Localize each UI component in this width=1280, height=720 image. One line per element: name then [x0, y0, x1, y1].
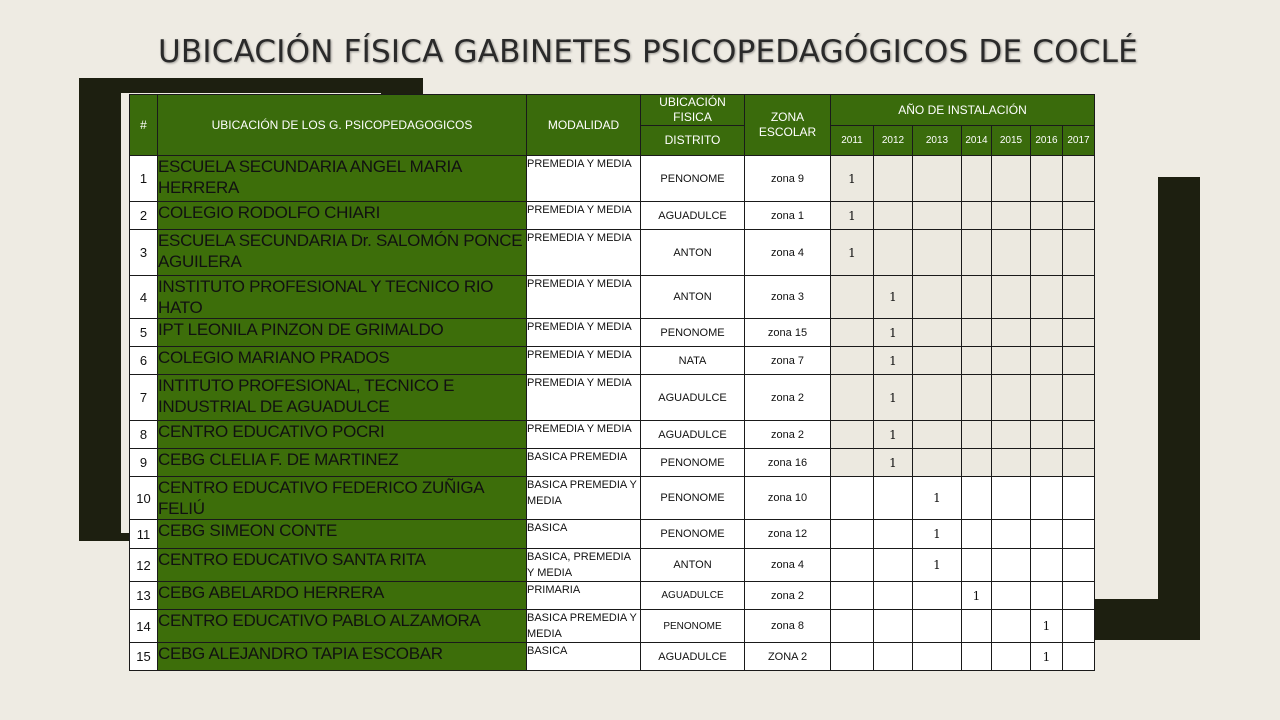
- row-number: 13: [130, 582, 158, 610]
- year-mark-cell: [992, 156, 1031, 202]
- zona-cell: zona 2: [745, 375, 831, 421]
- distrito-cell: AGUADULCE: [641, 582, 745, 610]
- row-number: 7: [130, 375, 158, 421]
- table-row: [130, 549, 1095, 582]
- year-mark-cell: [831, 375, 874, 421]
- zona-cell: zona 4: [745, 230, 831, 276]
- year-mark-cell: [992, 375, 1031, 421]
- zona-cell: zona 9: [745, 156, 831, 202]
- school-name: CENTRO EDUCATIVO POCRI: [158, 421, 527, 449]
- year-mark-cell: 1: [874, 421, 913, 449]
- year-mark-cell: [913, 375, 962, 421]
- zona-cell: zona 2: [745, 582, 831, 610]
- zona-cell: zona 8: [745, 610, 831, 643]
- year-mark-cell: [831, 449, 874, 477]
- header-distrito: DISTRITO: [641, 126, 745, 156]
- school-name: CEBG SIMEON CONTE: [158, 520, 527, 549]
- year-mark-cell: [1063, 347, 1095, 375]
- row-number: 5: [130, 319, 158, 347]
- year-mark-cell: [913, 421, 962, 449]
- year-mark-cell: [831, 347, 874, 375]
- year-mark-cell: 1: [831, 156, 874, 202]
- row-number: 4: [130, 276, 158, 319]
- year-mark-cell: [962, 549, 992, 582]
- year-mark-cell: [1063, 230, 1095, 276]
- year-mark-cell: [1063, 610, 1095, 643]
- year-mark-cell: [831, 319, 874, 347]
- row-number: 15: [130, 643, 158, 671]
- school-name: INTITUTO PROFESIONAL, TECNICO E INDUSTRIAL DE AGUADULCE: [158, 375, 527, 421]
- table-row: [130, 520, 1095, 549]
- table-row: [130, 449, 1095, 477]
- year-mark-cell: [992, 549, 1031, 582]
- distrito-cell: ANTON: [641, 230, 745, 276]
- school-name: IPT LEONILA PINZON DE GRIMALDO: [158, 319, 527, 347]
- distrito-cell: AGUADULCE: [641, 421, 745, 449]
- year-mark-cell: [913, 230, 962, 276]
- year-mark-cell: [831, 549, 874, 582]
- year-mark-cell: [962, 477, 992, 520]
- table-body: [130, 156, 1095, 671]
- year-mark-cell: [1063, 276, 1095, 319]
- year-mark-cell: 1: [874, 347, 913, 375]
- year-mark-cell: [874, 520, 913, 549]
- year-mark-cell: [1063, 319, 1095, 347]
- header-year: 2016: [1031, 126, 1063, 156]
- modalidad-cell: PREMEDIA Y MEDIA: [527, 375, 641, 421]
- modalidad-cell: PREMEDIA Y MEDIA: [527, 319, 641, 347]
- year-mark-cell: 1: [874, 276, 913, 319]
- row-number: 3: [130, 230, 158, 276]
- gabinetes-table: [129, 94, 1095, 671]
- school-name: INSTITUTO PROFESIONAL Y TECNICO RIO HATO: [158, 276, 527, 319]
- zona-cell: zona 3: [745, 276, 831, 319]
- year-mark-cell: 1: [913, 477, 962, 520]
- table-row: [130, 643, 1095, 671]
- modalidad-cell: PREMEDIA Y MEDIA: [527, 421, 641, 449]
- year-mark-cell: [992, 643, 1031, 671]
- year-mark-cell: [831, 421, 874, 449]
- year-mark-cell: [1063, 421, 1095, 449]
- year-mark-cell: 1: [913, 520, 962, 549]
- year-mark-cell: [992, 520, 1031, 549]
- year-mark-cell: [874, 582, 913, 610]
- year-mark-cell: [1031, 156, 1063, 202]
- year-mark-cell: [962, 610, 992, 643]
- year-mark-cell: [1031, 449, 1063, 477]
- year-mark-cell: 1: [874, 375, 913, 421]
- year-mark-cell: [913, 202, 962, 230]
- year-mark-cell: [831, 582, 874, 610]
- table-row: [130, 610, 1095, 643]
- year-mark-cell: [831, 520, 874, 549]
- distrito-cell: PENONOME: [641, 520, 745, 549]
- year-mark-cell: [874, 549, 913, 582]
- modalidad-cell: PRIMARIA: [527, 582, 641, 610]
- school-name: COLEGIO MARIANO PRADOS: [158, 347, 527, 375]
- year-mark-cell: [1031, 421, 1063, 449]
- year-mark-cell: [831, 610, 874, 643]
- year-mark-cell: [992, 202, 1031, 230]
- year-mark-cell: [962, 202, 992, 230]
- school-name: CENTRO EDUCATIVO SANTA RITA: [158, 549, 527, 582]
- zona-cell: zona 15: [745, 319, 831, 347]
- year-mark-cell: [992, 582, 1031, 610]
- header-year: 2017: [1063, 126, 1095, 156]
- row-number: 10: [130, 477, 158, 520]
- year-mark-cell: [1063, 582, 1095, 610]
- distrito-cell: AGUADULCE: [641, 375, 745, 421]
- year-mark-cell: [874, 156, 913, 202]
- year-mark-cell: [962, 375, 992, 421]
- modalidad-cell: PREMEDIA Y MEDIA: [527, 276, 641, 319]
- year-mark-cell: [1063, 156, 1095, 202]
- year-mark-cell: [874, 230, 913, 276]
- modalidad-cell: BASICA PREMEDIA: [527, 449, 641, 477]
- distrito-cell: PENONOME: [641, 449, 745, 477]
- school-name: CENTRO EDUCATIVO PABLO ALZAMORA: [158, 610, 527, 643]
- modalidad-cell: PREMEDIA Y MEDIA: [527, 202, 641, 230]
- year-mark-cell: [913, 582, 962, 610]
- year-mark-cell: [992, 276, 1031, 319]
- slide-title: UBICACIÓN FÍSICA GABINETES PSICOPEDAGÓGICOS DE COCLÉ: [158, 34, 1138, 70]
- distrito-cell: PENONOME: [641, 477, 745, 520]
- table-row: [130, 375, 1095, 421]
- year-mark-cell: 1: [962, 582, 992, 610]
- year-mark-cell: [992, 610, 1031, 643]
- year-mark-cell: [992, 319, 1031, 347]
- table-row: [130, 202, 1095, 230]
- header-num: #: [130, 95, 158, 156]
- year-mark-cell: 1: [1031, 610, 1063, 643]
- distrito-cell: ANTON: [641, 549, 745, 582]
- zona-cell: zona 2: [745, 421, 831, 449]
- year-mark-cell: [962, 449, 992, 477]
- year-mark-cell: [1031, 276, 1063, 319]
- row-number: 12: [130, 549, 158, 582]
- distrito-cell: PENONOME: [641, 156, 745, 202]
- zona-cell: zona 1: [745, 202, 831, 230]
- zona-cell: zona 12: [745, 520, 831, 549]
- modalidad-cell: BASICA, PREMEDIA Y MEDIA: [527, 549, 641, 582]
- row-number: 8: [130, 421, 158, 449]
- row-number: 14: [130, 610, 158, 643]
- zona-cell: zona 10: [745, 477, 831, 520]
- distrito-cell: AGUADULCE: [641, 202, 745, 230]
- year-mark-cell: 1: [874, 319, 913, 347]
- year-mark-cell: [962, 156, 992, 202]
- year-mark-cell: [1063, 449, 1095, 477]
- year-mark-cell: [831, 477, 874, 520]
- header-anio-instalacion: AÑO DE INSTALACIÓN: [831, 95, 1095, 126]
- year-mark-cell: [874, 643, 913, 671]
- year-mark-cell: [1063, 549, 1095, 582]
- year-mark-cell: [962, 643, 992, 671]
- school-name: CEBG ALEJANDRO TAPIA ESCOBAR: [158, 643, 527, 671]
- school-name: ESCUELA SECUNDARIA ANGEL MARIA HERRERA: [158, 156, 527, 202]
- distrito-cell: NATA: [641, 347, 745, 375]
- year-mark-cell: 1: [913, 549, 962, 582]
- year-mark-cell: [831, 276, 874, 319]
- year-mark-cell: [874, 202, 913, 230]
- year-mark-cell: [1031, 520, 1063, 549]
- year-mark-cell: [1063, 375, 1095, 421]
- year-mark-cell: [1031, 582, 1063, 610]
- table-row: [130, 477, 1095, 520]
- zona-cell: zona 4: [745, 549, 831, 582]
- header-year: 2015: [992, 126, 1031, 156]
- year-mark-cell: [1031, 347, 1063, 375]
- table-row: [130, 421, 1095, 449]
- year-mark-cell: [913, 449, 962, 477]
- year-mark-cell: [962, 276, 992, 319]
- distrito-cell: PENONOME: [641, 319, 745, 347]
- header-year: 2011: [831, 126, 874, 156]
- year-mark-cell: [1063, 520, 1095, 549]
- year-mark-cell: [992, 449, 1031, 477]
- year-mark-cell: [831, 643, 874, 671]
- distrito-cell: PENONOME: [641, 610, 745, 643]
- year-mark-cell: 1: [874, 449, 913, 477]
- header-zona-escolar: ZONA ESCOLAR: [745, 95, 831, 156]
- zona-cell: zona 16: [745, 449, 831, 477]
- header-year: 2014: [962, 126, 992, 156]
- year-mark-cell: 1: [1031, 643, 1063, 671]
- header-ubicacion-fisica: UBICACIÓN FISICA: [641, 95, 745, 126]
- modalidad-cell: BASICA PREMEDIA Y MEDIA: [527, 477, 641, 520]
- year-mark-cell: [913, 347, 962, 375]
- row-number: 1: [130, 156, 158, 202]
- header-year: 2012: [874, 126, 913, 156]
- year-mark-cell: [1031, 549, 1063, 582]
- header-ubicacion: UBICACIÓN DE LOS G. PSICOPEDAGOGICOS: [158, 95, 527, 156]
- year-mark-cell: [962, 520, 992, 549]
- school-name: CEBG ABELARDO HERRERA: [158, 582, 527, 610]
- year-mark-cell: [1063, 202, 1095, 230]
- table-row: [130, 347, 1095, 375]
- row-number: 6: [130, 347, 158, 375]
- modalidad-cell: BASICA: [527, 643, 641, 671]
- year-mark-cell: [874, 610, 913, 643]
- year-mark-cell: [962, 230, 992, 276]
- school-name: CENTRO EDUCATIVO FEDERICO ZUÑIGA FELIÚ: [158, 477, 527, 520]
- year-mark-cell: [1031, 230, 1063, 276]
- year-mark-cell: [913, 610, 962, 643]
- year-mark-cell: [874, 477, 913, 520]
- modalidad-cell: BASICA PREMEDIA Y MEDIA: [527, 610, 641, 643]
- year-mark-cell: [992, 347, 1031, 375]
- table-row: [130, 276, 1095, 319]
- distrito-cell: AGUADULCE: [641, 643, 745, 671]
- school-name: ESCUELA SECUNDARIA Dr. SALOMÓN PONCE AGUILERA: [158, 230, 527, 276]
- table-row: [130, 582, 1095, 610]
- year-mark-cell: [962, 347, 992, 375]
- table-row: [130, 319, 1095, 347]
- year-mark-cell: [992, 477, 1031, 520]
- year-mark-cell: [992, 230, 1031, 276]
- school-name: COLEGIO RODOLFO CHIARI: [158, 202, 527, 230]
- year-mark-cell: [1031, 202, 1063, 230]
- year-mark-cell: 1: [831, 202, 874, 230]
- row-number: 9: [130, 449, 158, 477]
- header-modalidad: MODALIDAD: [527, 95, 641, 156]
- year-mark-cell: [1031, 319, 1063, 347]
- year-mark-cell: [1031, 375, 1063, 421]
- modalidad-cell: PREMEDIA Y MEDIA: [527, 156, 641, 202]
- year-mark-cell: [913, 276, 962, 319]
- school-name: CEBG CLELIA F. DE MARTINEZ: [158, 449, 527, 477]
- year-mark-cell: [913, 643, 962, 671]
- year-mark-cell: [992, 421, 1031, 449]
- year-mark-cell: [913, 156, 962, 202]
- year-mark-cell: [1063, 477, 1095, 520]
- table-row: [130, 156, 1095, 202]
- year-mark-cell: [1063, 643, 1095, 671]
- zona-cell: ZONA 2: [745, 643, 831, 671]
- year-mark-cell: [962, 319, 992, 347]
- year-mark-cell: 1: [831, 230, 874, 276]
- year-mark-cell: [1031, 477, 1063, 520]
- header-year: 2013: [913, 126, 962, 156]
- row-number: 11: [130, 520, 158, 549]
- zona-cell: zona 7: [745, 347, 831, 375]
- table-row: [130, 230, 1095, 276]
- year-mark-cell: [962, 421, 992, 449]
- modalidad-cell: BASICA: [527, 520, 641, 549]
- modalidad-cell: PREMEDIA Y MEDIA: [527, 347, 641, 375]
- row-number: 2: [130, 202, 158, 230]
- year-mark-cell: [913, 319, 962, 347]
- modalidad-cell: PREMEDIA Y MEDIA: [527, 230, 641, 276]
- distrito-cell: ANTON: [641, 276, 745, 319]
